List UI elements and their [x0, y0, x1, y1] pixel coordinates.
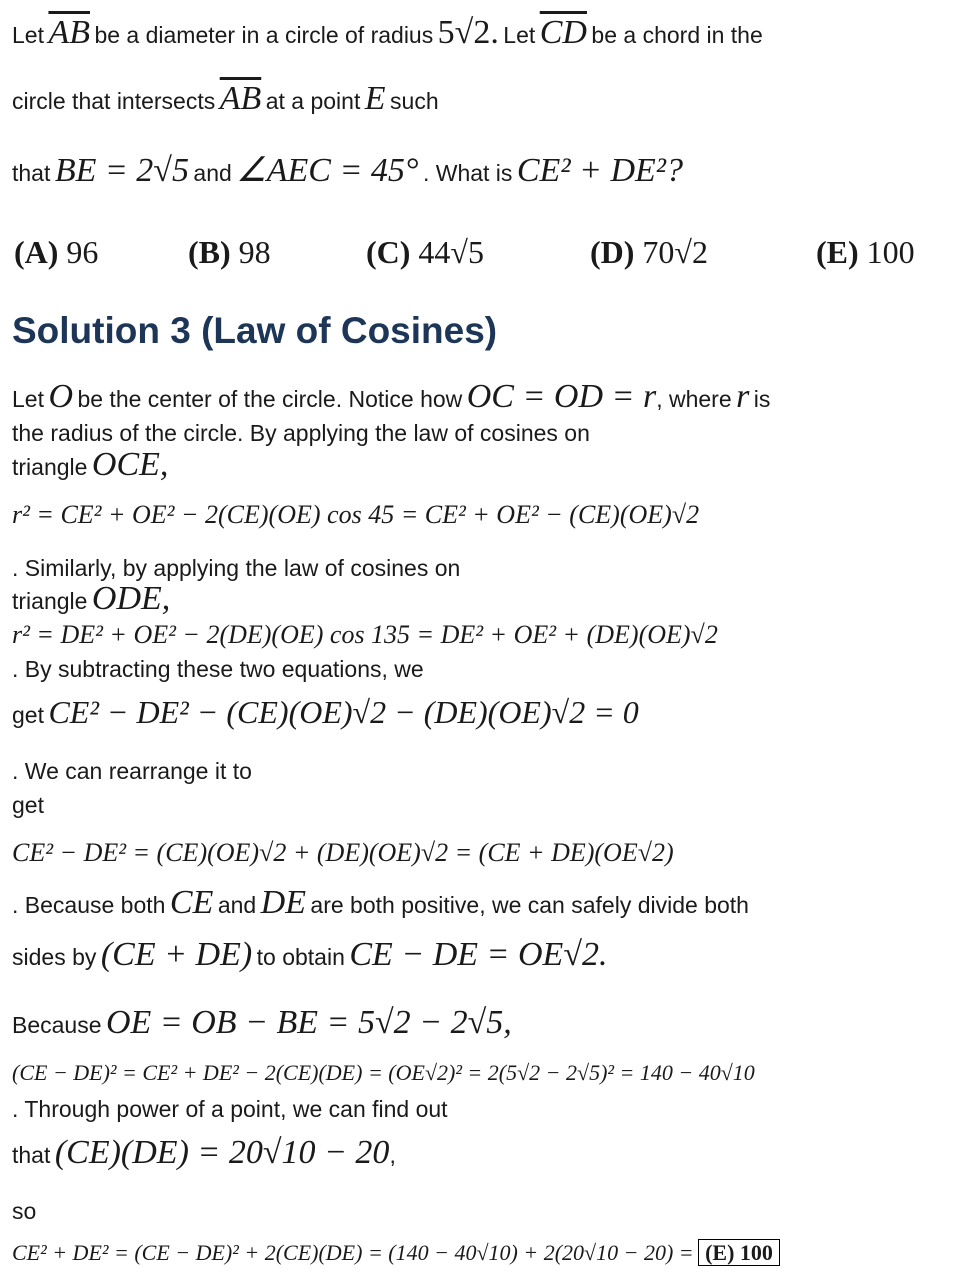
- equation-1: [12, 500, 699, 530]
- equation-4: [12, 838, 674, 868]
- math-r: r: [736, 378, 750, 415]
- problem-line-1: [12, 14, 763, 52]
- choice-letter: (D): [590, 234, 635, 270]
- math-eq1: r² = CE² + OE² − 2(CE)(OE) cos 45 = CE² + OE² − (CE)(OE)√2: [12, 500, 700, 529]
- choice-letter: (C): [366, 234, 411, 270]
- text: and: [193, 160, 232, 186]
- math-eq3: CE² − DE² − (CE)(OE)√2 − (DE)(OE)√2 = 0: [48, 694, 639, 730]
- text: ,: [389, 1142, 396, 1168]
- text: triangle: [12, 588, 88, 614]
- solution-line-11: [12, 936, 607, 974]
- text: Let: [12, 386, 44, 412]
- choice-b: [188, 234, 271, 271]
- choice-c: [366, 234, 484, 271]
- text: sides by: [12, 944, 97, 970]
- math-power-of-point: (CE)(DE) = 20√10 − 20: [54, 1134, 390, 1171]
- solution-line-9: [12, 792, 44, 819]
- math-cd: $\overline{CD}$: [539, 14, 587, 51]
- problem-line-2: [12, 80, 439, 118]
- solution-line-12: [12, 1004, 512, 1042]
- text: be a chord in the: [591, 22, 763, 48]
- solution-line-5: [12, 580, 170, 618]
- choice-value: 100: [866, 234, 915, 270]
- text: Because: [12, 1012, 102, 1038]
- solution-line-15: [12, 1198, 36, 1225]
- solution-line-3: [12, 446, 168, 484]
- solution-line-6: [12, 656, 424, 683]
- math-angle: ∠AEC = 45°: [236, 152, 419, 189]
- math-ce-plus-de: (CE + DE): [100, 936, 253, 973]
- text: . Through power of a point, we can find out: [12, 1096, 448, 1122]
- problem-line-3: [12, 150, 683, 190]
- math-oe: OE = OB − BE = 5√2 − 2√5,: [105, 1004, 512, 1041]
- choice-letter: (E): [816, 234, 859, 270]
- math-oc-od: OC = OD = r: [466, 378, 657, 415]
- math-e: E: [364, 80, 386, 117]
- text: . What is: [422, 160, 513, 186]
- text: and: [217, 892, 257, 918]
- solution-heading: Solution 3 (Law of Cosines): [12, 310, 498, 351]
- text: get: [12, 792, 44, 818]
- text: Let: [12, 22, 44, 48]
- math-o: O: [48, 378, 73, 415]
- text: . We can rearrange it to: [12, 758, 252, 784]
- math-oce: OCE,: [91, 446, 169, 483]
- text: , where: [656, 386, 732, 412]
- text: is: [753, 386, 771, 412]
- math-eq5: (CE − DE)² = CE² + DE² − 2(CE)(DE) = (OE√2)² = 2(5√2 − 2√5)² = 140 − 40√10: [12, 1060, 755, 1085]
- math-ode: ODE,: [91, 580, 171, 617]
- equation-2: [12, 620, 718, 650]
- math-ab: $\overline{AB}$: [48, 14, 90, 51]
- text: that: [12, 1142, 51, 1168]
- solution-line-8: [12, 758, 252, 785]
- text: get: [12, 702, 44, 728]
- choice-value: 70√2: [642, 234, 708, 270]
- solution-line-14: [12, 1134, 396, 1172]
- math-radius: 5√2.: [437, 14, 499, 51]
- text: circle that intersects: [12, 88, 216, 114]
- text: Let: [503, 22, 536, 48]
- solution-line-1: [12, 378, 770, 416]
- equation-6: [12, 1240, 780, 1266]
- text: . Similarly, by applying the law of cosines on: [12, 555, 461, 581]
- solution-line-13: [12, 1096, 448, 1123]
- answer-text: (E) 100: [705, 1240, 773, 1265]
- text: . By subtracting these two equations, we: [12, 656, 424, 682]
- text: such: [390, 88, 439, 114]
- solution-line-7: [12, 694, 639, 731]
- math-eq4: CE² − DE² = (CE)(OE)√2 + (DE)(OE)√2 = (CE + DE)(OE√2): [12, 838, 674, 867]
- text: the radius of the circle. By applying the law of cosines on: [12, 420, 590, 446]
- math-ce: CE: [169, 884, 214, 921]
- text: to obtain: [256, 944, 345, 970]
- math-de: DE: [260, 884, 306, 921]
- text: are both positive, we can safely divide both: [310, 892, 749, 918]
- math-eq6: CE² + DE² = (CE − DE)² + 2(CE)(DE) = (140 − 40√10) + 2(20√10 − 20) =: [12, 1240, 694, 1265]
- text: be the center of the circle. Notice how: [77, 386, 463, 412]
- choice-d: [590, 234, 708, 271]
- solution-line-4: [12, 555, 460, 582]
- math-question: CE² + DE²?: [516, 152, 683, 189]
- choice-value: 44√5: [418, 234, 484, 270]
- math-eq2: r² = DE² + OE² − 2(DE)(OE) cos 135 = DE² + OE² + (DE)(OE)√2: [12, 620, 718, 649]
- choice-letter: (A): [14, 234, 59, 270]
- text: that: [12, 160, 51, 186]
- math-ce-minus-de: CE − DE = OE√2.: [349, 936, 608, 973]
- answer-box: [698, 1239, 780, 1266]
- math-be: BE = 2√5: [54, 152, 189, 189]
- choice-letter: (B): [188, 234, 231, 270]
- choice-a: [14, 234, 98, 271]
- choice-value: 96: [66, 234, 99, 270]
- choice-value: 98: [238, 234, 271, 270]
- solution-line-2: [12, 420, 590, 447]
- math-ab: $\overline{AB}$: [219, 80, 262, 117]
- text: so: [12, 1198, 37, 1224]
- text: . Because both: [12, 892, 166, 918]
- choice-e: [816, 234, 915, 271]
- solution-line-10: [12, 884, 749, 922]
- text: be a diameter in a circle of radius: [94, 22, 434, 48]
- text: at a point: [265, 88, 361, 114]
- equation-5: [12, 1060, 755, 1086]
- text: triangle: [12, 454, 88, 480]
